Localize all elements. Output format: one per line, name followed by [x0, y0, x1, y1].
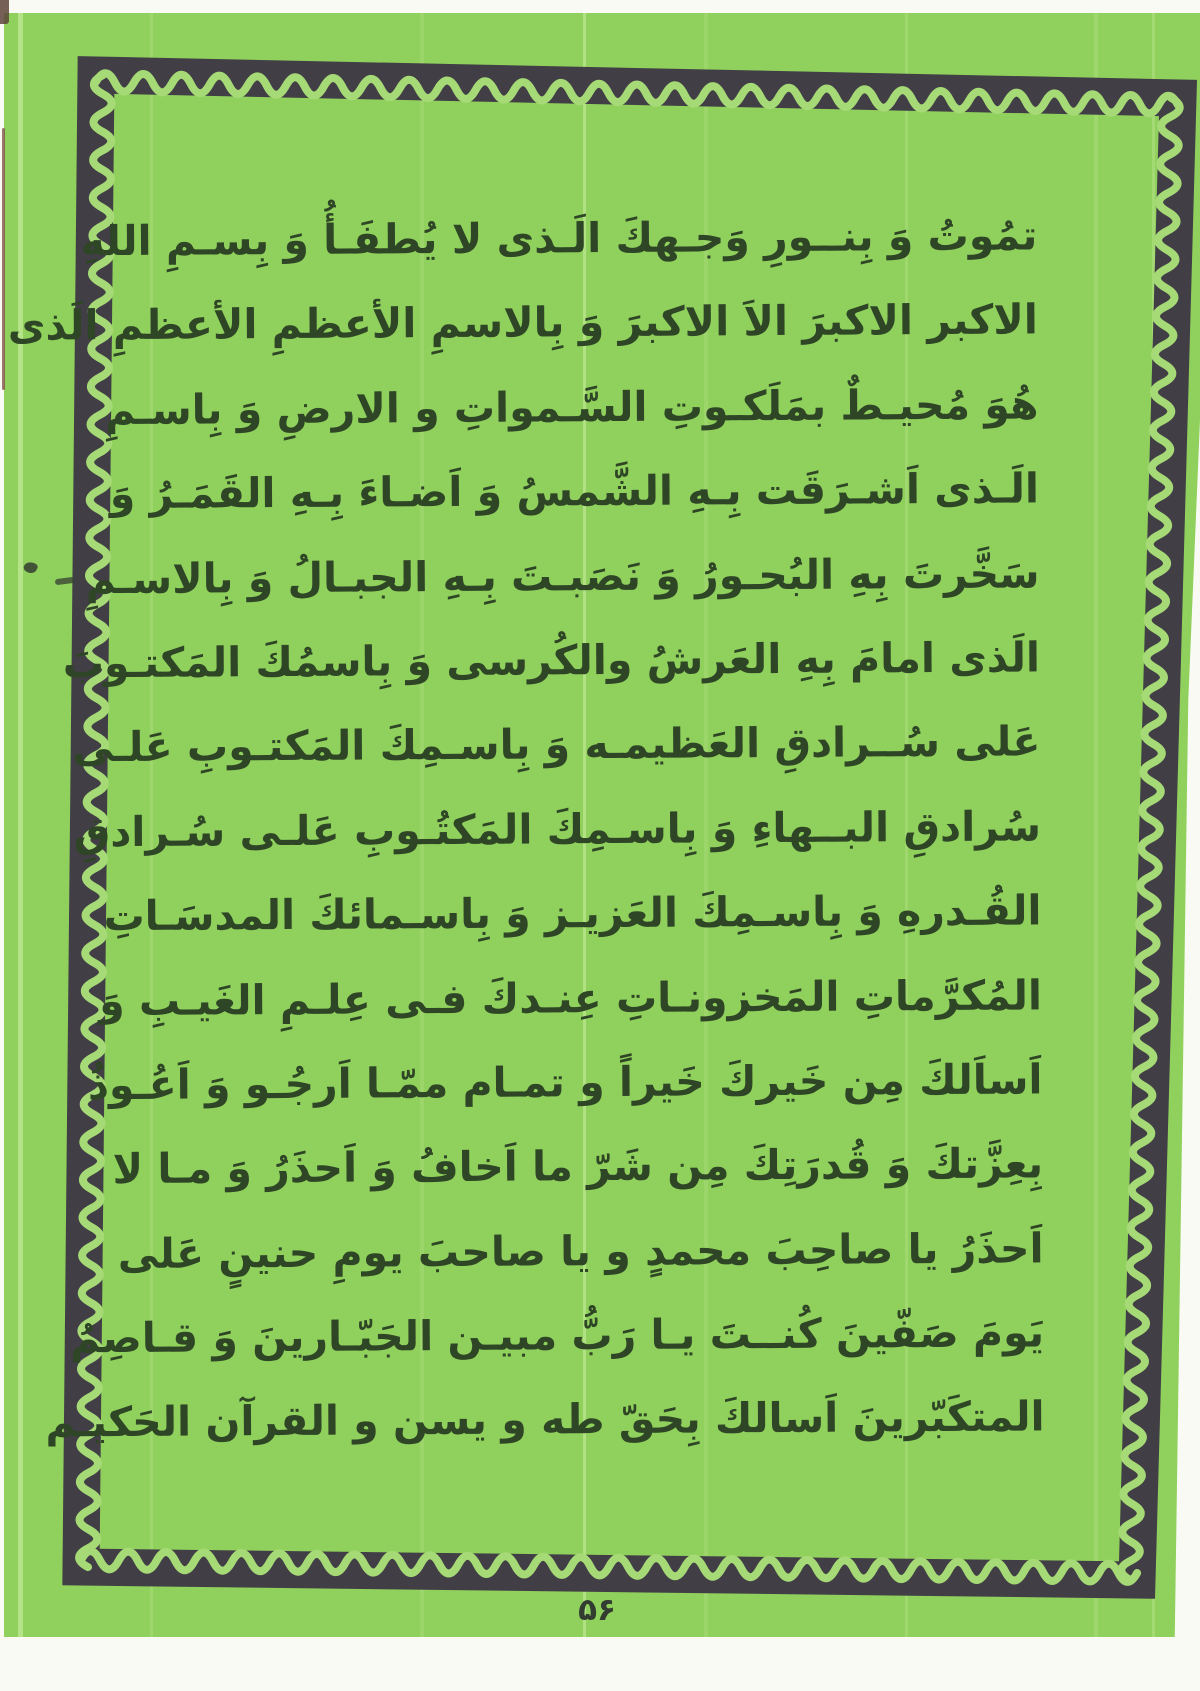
page-number: ۵۶	[578, 1592, 616, 1628]
prayer-line: هُوَ مُحيـطٌ بمَلَكـوتِ السَّـمواتِ و الارضِ وَ بِاسـمِ	[105, 380, 1039, 434]
prayer-line: بِعِزَّتكَ وَ قُدرَتِكَ مِن شَرّ ما اَخافُ وَ اَحذَرُ وَ مـا لا	[112, 1139, 1044, 1194]
prayer-line: عَلى سُــرادقِ العَظيمـه وَ بِاسـمِكَ المَكتـوبِ عَلـى	[72, 717, 1041, 772]
prayer-line: اَحذَرُ يا صاحِبَ محمدٍ و يا صاحبَ يومِ حنينٍ عَلى	[117, 1224, 1044, 1278]
prayer-line: يَومَ صَفّينَ كُنــتَ يـا رَبُّ مبيـن الجَبّـارينَ وَ قـاصِمُ	[69, 1308, 1045, 1363]
scan-corner-smudge	[0, 0, 9, 24]
prayer-line: المُكرَّماتِ المَخزونـاتِ عِنـدكَ فـى عِلـمِ الغَيـبِ وَ	[99, 970, 1043, 1025]
prayer-line: المتكَبّرينَ اَسالكَ بِحَقّ طه و يسن و القرآن الحَكيـم	[45, 1392, 1045, 1447]
prayer-line: تمُوتُ وَ بِنــورِ وَجـهكَ الَـذى لا يُطفَـأُ وَ بِسـمِ اللهِ	[80, 211, 1038, 266]
prayer-line: الاكبر الاكبرَ الاَ الاكبرَ وَ بِالاسمِ الأعظمِ الأعظمِ الَذى	[7, 295, 1039, 351]
prayer-line: الَـذى اَشـرَقَت بِـهِ الشَّمسُ وَ اَضـاءَ بِـهِ القَمَـرُ وَ	[109, 464, 1040, 519]
prayer-line: سُرادقِ البــهاءِ وَ بِاسـمِكَ المَكتُـوبِ عَلـى سُـرادقِ	[73, 802, 1042, 857]
prayer-line: القُـدرهِ وَ بِاسـمِكَ العَزيـز وَ بِاسـمائكَ المدسَـاتِ	[103, 886, 1042, 941]
prayer-text	[7, 193, 1045, 1464]
prayer-line: سَخَّرتَ بِهِ البُحـورُ وَ نَصَبـتَ بِـهِ الجبـالُ وَ بِالاسـمِ	[85, 548, 1040, 603]
scan-edge-redline	[2, 128, 5, 390]
prayer-line: الَذى امامَ بِهِ العَرشُ والكُرسى وَ بِاسمُكَ المَكتـوبَ	[62, 633, 1041, 688]
prayer-line: اَساَلكَ مِن خَيركَ خَيراً و تمـام ممّـا اَرجُـو وَ اَعُـوذُ	[87, 1055, 1043, 1110]
